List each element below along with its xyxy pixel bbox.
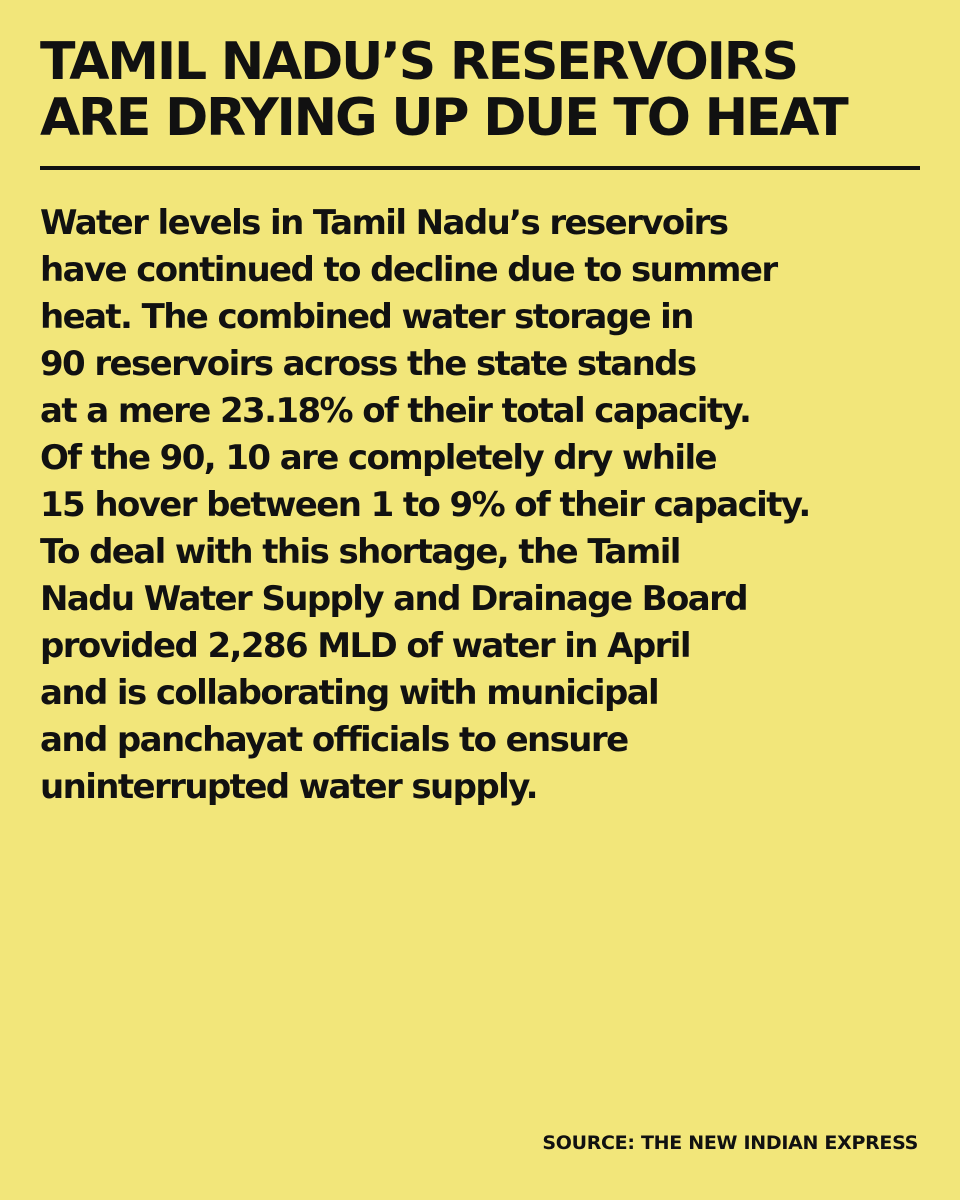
source-credit: SOURCE: THE NEW INDIAN EXPRESS — [542, 1132, 918, 1154]
body-line: and is collaborating with municipal — [40, 673, 659, 713]
body-line: 15 hover between 1 to 9% of their capacity. — [40, 485, 810, 525]
headline-line: ARE DRYING UP DUE TO HEAT — [40, 88, 847, 148]
body-line: and panchayat officials to ensure — [40, 720, 628, 760]
body-line: at a mere 23.18% of their total capacity. — [40, 391, 751, 431]
body-line: 90 reservoirs across the state stands — [40, 344, 696, 384]
body-line: heat. The combined water storage in — [40, 297, 693, 337]
body-line: have continued to decline due to summer — [40, 250, 777, 290]
body-line: To deal with this shortage, the Tamil — [40, 532, 680, 572]
body-line: Of the 90, 10 are completely dry while — [40, 438, 716, 478]
headline-divider — [40, 166, 920, 170]
headline — [40, 34, 920, 146]
body-line: Water levels in Tamil Nadu’s reservoirs — [40, 203, 728, 243]
body-line: provided 2,286 MLD of water in April — [40, 626, 690, 666]
article-body — [40, 200, 920, 811]
body-line: uninterrupted water supply. — [40, 767, 537, 807]
headline-line: TAMIL NADU’S RESERVOIRS — [40, 32, 797, 92]
body-line: Nadu Water Supply and Drainage Board — [40, 579, 747, 619]
